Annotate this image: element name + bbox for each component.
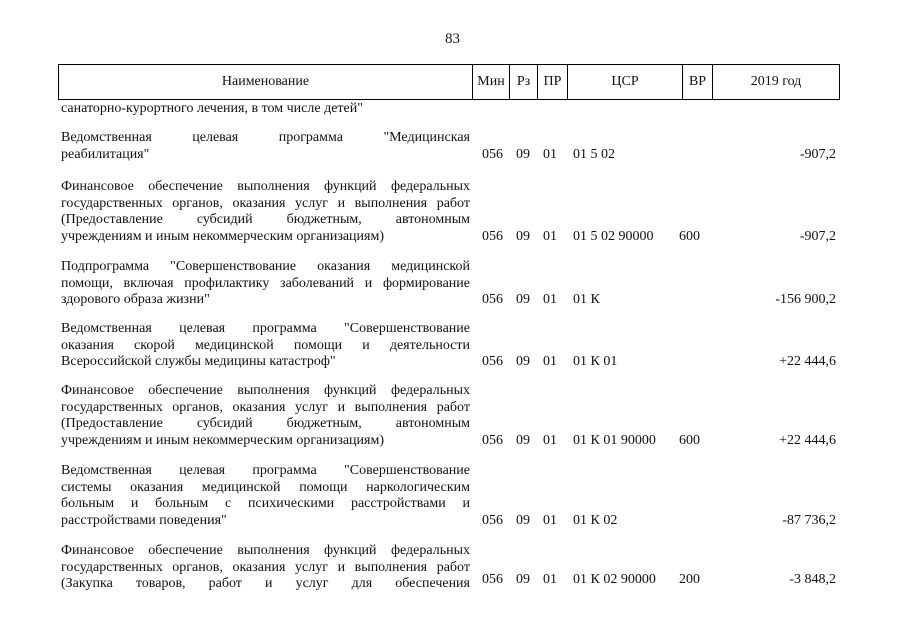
row-name [61, 543, 470, 593]
row-min: 056 [482, 512, 503, 528]
row-pr: 01 [543, 228, 557, 244]
row-name-line: государственных органов, оказания услуг и выполнения работ [61, 559, 470, 575]
header-vr: ВР [683, 65, 713, 99]
row-csr: 01 К 02 [573, 512, 618, 528]
row-name-line: реабилитация" [61, 146, 150, 162]
header-pr: ПР [538, 65, 568, 99]
row-name-line: учреждениям и иным некоммерческим организациям) [61, 432, 385, 448]
row-name [61, 179, 470, 245]
row-vr: 200 [679, 571, 700, 587]
row-name [61, 383, 470, 449]
row-min: 056 [482, 432, 503, 448]
row-name-line: оказания скорой медицинской помощи и деятельности [61, 337, 470, 353]
row-min: 056 [482, 292, 503, 307]
row-csr: 01 5 02 90000 [573, 228, 654, 244]
row-rz: 09 [516, 228, 530, 244]
row-name-line: государственных органов, оказания услуг и выполнения работ [61, 195, 470, 211]
page-number: 83 [445, 31, 460, 47]
row-csr: 01 К 01 90000 [573, 432, 656, 448]
row-sum: -87 736,2 [782, 512, 836, 528]
row-name-line: Подпрограмма "Совершенствование оказания медицинской [61, 259, 470, 274]
row-name-line: (Предоставление субсидий бюджетным, автономным [61, 212, 470, 227]
row-sum: -156 900,2 [775, 292, 836, 307]
row-name-line: Ведомственная целевая программа "Совершенствование [61, 463, 470, 478]
row-min: 056 [482, 228, 503, 244]
header-name: Наименование [59, 65, 473, 99]
row-name-line: Финансовое обеспечение выполнения функций федеральных [61, 179, 470, 194]
row-name-line: Всероссийской службы медицины катастроф" [61, 354, 336, 369]
row-name-line: санаторно-курортного лечения, в том числе детей" [61, 101, 363, 116]
row-name [61, 463, 470, 529]
row-name-line: Ведомственная целевая программа "Медицинская [61, 130, 470, 145]
table-header [58, 64, 840, 100]
row-sum: +22 444,6 [779, 432, 836, 448]
row-vr: 600 [679, 228, 700, 244]
row-name-line: Финансовое обеспечение выполнения функций федеральных [61, 543, 470, 558]
row-csr: 01 К 02 90000 [573, 571, 656, 587]
header-rz: Рз [510, 65, 538, 99]
row-pr: 01 [543, 146, 557, 162]
row-min: 056 [482, 571, 503, 587]
row-name [61, 101, 470, 118]
row-rz: 09 [516, 146, 530, 162]
header-year: 2019 год [750, 74, 802, 89]
row-pr: 01 [543, 512, 557, 528]
row-name-line: больным и больным с психическими расстройствами и [61, 496, 470, 511]
row-name-line: системы оказания медицинской помощи наркологическим [61, 479, 470, 495]
row-csr: 01 К [573, 292, 600, 307]
row-name-line: (Закупка товаров, работ и услуг для обеспечения [61, 576, 470, 591]
row-rz: 09 [516, 292, 530, 307]
row-name [61, 259, 470, 309]
row-pr: 01 [543, 432, 557, 448]
row-csr: 01 К 01 [573, 354, 618, 369]
row-pr: 01 [543, 571, 557, 587]
row-sum: -907,2 [799, 146, 836, 162]
row-name-line: Ведомственная целевая программа "Совершенствование [61, 321, 470, 336]
row-name-line: здорового образа жизни" [61, 292, 210, 307]
row-name [61, 130, 470, 163]
row-name-line: расстройствами поведения" [61, 512, 227, 528]
row-rz: 09 [516, 512, 530, 528]
header-csr: ЦСР [568, 65, 683, 99]
row-name-line: помощи, включая профилактику заболеваний и формирование [61, 275, 470, 291]
row-min: 056 [482, 146, 503, 162]
row-sum: -907,2 [799, 228, 836, 244]
row-csr: 01 5 02 [573, 146, 615, 162]
row-pr: 01 [543, 292, 557, 307]
row-name-line: (Предоставление субсидий бюджетным, автономным [61, 416, 470, 431]
row-vr: 600 [679, 432, 700, 448]
row-name [61, 321, 470, 371]
row-min: 056 [482, 354, 503, 369]
row-rz: 09 [516, 354, 530, 369]
row-pr: 01 [543, 354, 557, 369]
header-min: Мин [473, 65, 510, 99]
row-name-line: учреждениям и иным некоммерческим организациям) [61, 228, 385, 244]
row-sum: -3 848,2 [789, 571, 836, 587]
row-name-line: Финансовое обеспечение выполнения функций федеральных [61, 383, 470, 398]
row-rz: 09 [516, 571, 530, 587]
row-rz: 09 [516, 432, 530, 448]
row-sum: +22 444,6 [779, 354, 836, 369]
row-name-line: государственных органов, оказания услуг и выполнения работ [61, 399, 470, 415]
